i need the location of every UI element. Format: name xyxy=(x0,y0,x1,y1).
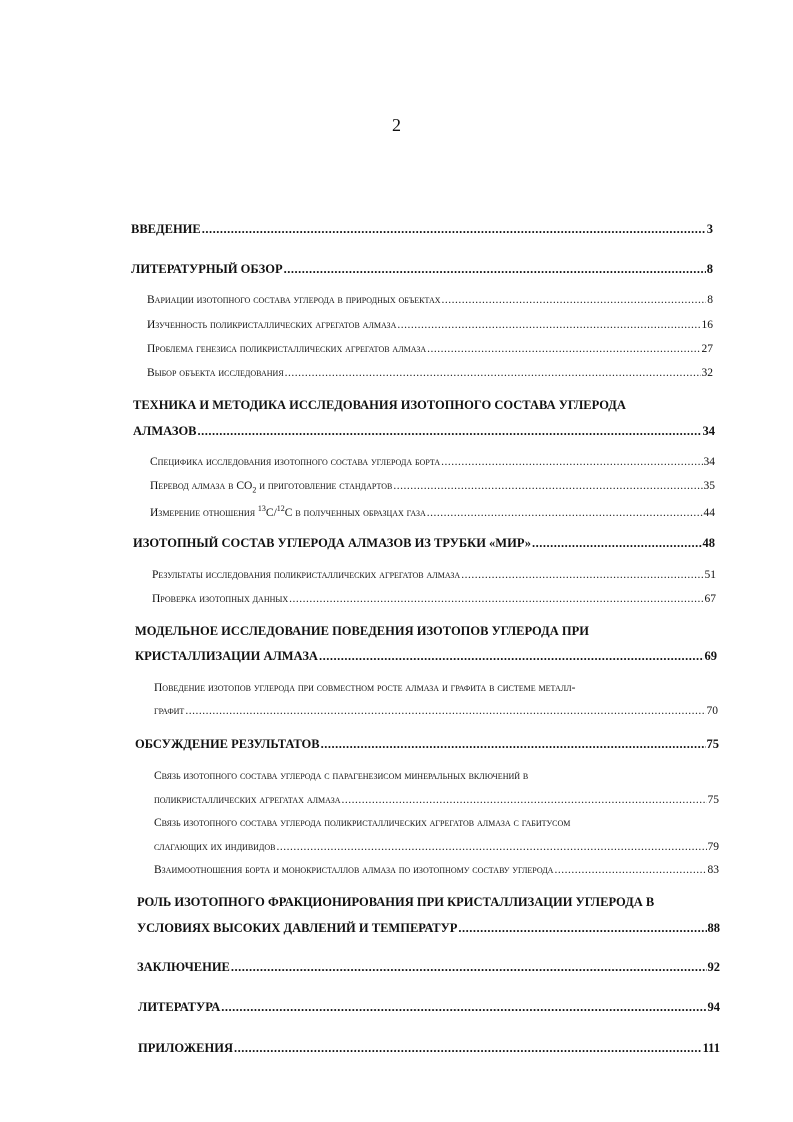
toc-page: 32 xyxy=(701,367,713,379)
leader-dots xyxy=(277,841,707,853)
toc-title: Результаты исследования поликристаллических агрегатов алмаза xyxy=(152,569,461,581)
toc-entry-model-line1[interactable]: МОДЕЛЬНОЕ ИССЛЕДОВАНИЕ ПОВЕДЕНИЯ ИЗОТОПОВ УГЛЕРОДА ПРИ xyxy=(135,624,589,638)
toc-page: 35 xyxy=(703,480,715,492)
toc-entry-discussion[interactable] xyxy=(135,737,719,752)
toc-entry-literature[interactable] xyxy=(138,1000,720,1015)
toc-page: 111 xyxy=(702,1041,720,1055)
toc-title: Проверка изотопных данных xyxy=(152,593,289,605)
toc-title: Специфика исследования изотопного состава углерода борта xyxy=(150,456,441,468)
toc-title: слагающих их индивидов xyxy=(154,841,276,853)
leader-dots xyxy=(285,367,701,379)
leader-dots xyxy=(231,960,707,975)
toc-title: КРИСТАЛЛИЗАЦИИ АЛМАЗА xyxy=(135,649,318,663)
leader-dots xyxy=(185,705,705,717)
toc-title: Выбор объекта исследования xyxy=(147,367,284,379)
toc-entry-intro[interactable] xyxy=(131,222,713,237)
toc-page: 8 xyxy=(706,262,713,276)
toc-page: 75 xyxy=(707,794,719,806)
leader-dots xyxy=(554,864,706,876)
toc-title: АЛМАЗОВ xyxy=(133,424,197,438)
toc-subentry[interactable] xyxy=(152,593,716,605)
toc-title: Перевод алмаза в $CO_2$ и приготовление стандартов xyxy=(150,480,393,495)
toc-page: 75 xyxy=(706,737,719,751)
toc-page: 69 xyxy=(704,649,717,663)
toc-title: ЗАКЛЮЧЕНИЕ xyxy=(137,960,230,974)
toc-subentry-model-line1[interactable]: Поведение изотопов углерода при совместном росте алмаза и графита в системе металл- xyxy=(154,682,576,694)
toc-page: 70 xyxy=(706,705,718,717)
leader-dots xyxy=(289,593,703,605)
toc-entry-fractionation[interactable] xyxy=(137,921,720,936)
toc-page: 79 xyxy=(707,841,719,853)
leader-dots xyxy=(442,294,707,306)
leader-dots xyxy=(221,1000,706,1015)
leader-dots xyxy=(284,262,706,277)
toc-subentry-discussion2-line1[interactable]: Связь изотопного состава углерода поликристаллических агрегатов алмаза с габитусом xyxy=(154,817,571,829)
leader-dots xyxy=(458,921,706,936)
leader-dots xyxy=(397,319,700,331)
leader-dots xyxy=(321,737,706,752)
toc-page: 3 xyxy=(706,222,713,236)
toc-subentry-discussion1-line1[interactable]: Связь изотопного состава углерода с парагенезисом минеральных включений в xyxy=(154,770,529,782)
leader-dots xyxy=(532,536,701,551)
toc-page: 83 xyxy=(707,864,719,876)
toc-title: Вариации изотопного состава углерода в природных объектах xyxy=(147,294,441,306)
toc-entry-technique-line1[interactable]: ТЕХНИКА И МЕТОДИКА ИССЛЕДОВАНИЯ ИЗОТОПНОГО СОСТАВА УГЛЕРОДА xyxy=(133,398,626,412)
toc-subentry[interactable] xyxy=(154,841,719,853)
toc-subentry[interactable] xyxy=(152,569,716,581)
toc-title: Взаимоотношения борта и монокристаллов алмаза по изотопному составу углерода xyxy=(154,864,554,876)
leader-dots xyxy=(427,343,700,355)
toc-page: 27 xyxy=(701,343,713,355)
leader-dots xyxy=(461,569,703,581)
toc-entry-technique[interactable] xyxy=(133,424,715,439)
toc-page: 34 xyxy=(703,456,715,468)
toc-title: Измерение отношения $^{13}$C/$^{12}$C в полученных образцах газа xyxy=(150,504,426,519)
toc-title: ЛИТЕРАТУРНЫЙ ОБЗОР xyxy=(131,262,283,276)
toc-subentry[interactable] xyxy=(147,343,713,355)
toc-page: 48 xyxy=(702,536,715,550)
toc-entry-literature-review[interactable] xyxy=(131,262,713,277)
toc-title: Изученность поликристаллических агрегатов алмаза xyxy=(147,319,397,331)
toc-subentry[interactable] xyxy=(154,864,719,876)
toc-title: ПРИЛОЖЕНИЯ xyxy=(138,1041,233,1055)
leader-dots xyxy=(202,222,706,237)
leader-dots xyxy=(441,456,702,468)
toc-subentry[interactable] xyxy=(147,319,713,331)
toc-entry-fractionation-line1[interactable]: РОЛЬ ИЗОТОПНОГО ФРАКЦИОНИРОВАНИЯ ПРИ КРИСТАЛЛИЗАЦИИ УГЛЕРОДА В xyxy=(137,895,655,909)
page-number: 2 xyxy=(392,115,401,135)
toc-title: ОБСУЖДЕНИЕ РЕЗУЛЬТАТОВ xyxy=(135,737,320,751)
toc-title: ВВЕДЕНИЕ xyxy=(131,222,201,236)
toc-page: 34 xyxy=(702,424,715,438)
leader-dots xyxy=(198,424,702,439)
toc-entry-conclusion[interactable] xyxy=(137,960,720,975)
toc-entry-model[interactable] xyxy=(135,649,717,664)
toc-subentry[interactable] xyxy=(150,480,715,494)
toc-title: Проблема генезиса поликристаллических агрегатов алмаза xyxy=(147,343,427,355)
leader-dots xyxy=(342,794,707,806)
toc-entry-mir[interactable] xyxy=(133,536,715,551)
toc-page: 16 xyxy=(701,319,713,331)
toc-title: ЛИТЕРАТУРА xyxy=(138,1000,221,1014)
toc-title: поликристаллических агрегатах алмаза xyxy=(154,794,341,806)
toc-title: ИЗОТОПНЫЙ СОСТАВ УГЛЕРОДА АЛМАЗОВ ИЗ ТРУБКИ «МИР» xyxy=(133,536,532,550)
leader-dots xyxy=(234,1041,702,1056)
toc-page: 67 xyxy=(704,593,716,605)
toc-subentry[interactable] xyxy=(150,456,715,468)
toc-page: 51 xyxy=(704,569,716,581)
toc-subentry[interactable] xyxy=(147,367,713,379)
toc-subentry[interactable] xyxy=(147,294,713,306)
toc-page: 44 xyxy=(703,506,715,519)
toc-entry-appendices[interactable] xyxy=(138,1041,720,1056)
leader-dots xyxy=(427,507,703,519)
toc-page: 88 xyxy=(707,921,720,935)
leader-dots xyxy=(319,649,704,664)
toc-page: 94 xyxy=(707,1000,720,1014)
toc-page: 8 xyxy=(707,294,713,306)
toc-title: графит xyxy=(154,705,185,717)
toc-title: УСЛОВИЯХ ВЫСОКИХ ДАВЛЕНИЙ И ТЕМПЕРАТУР xyxy=(137,921,458,935)
leader-dots xyxy=(393,480,702,492)
toc-subentry[interactable] xyxy=(150,504,715,519)
toc-subentry[interactable] xyxy=(154,794,719,806)
toc-page: 92 xyxy=(707,960,720,974)
toc-subentry[interactable] xyxy=(154,705,718,717)
